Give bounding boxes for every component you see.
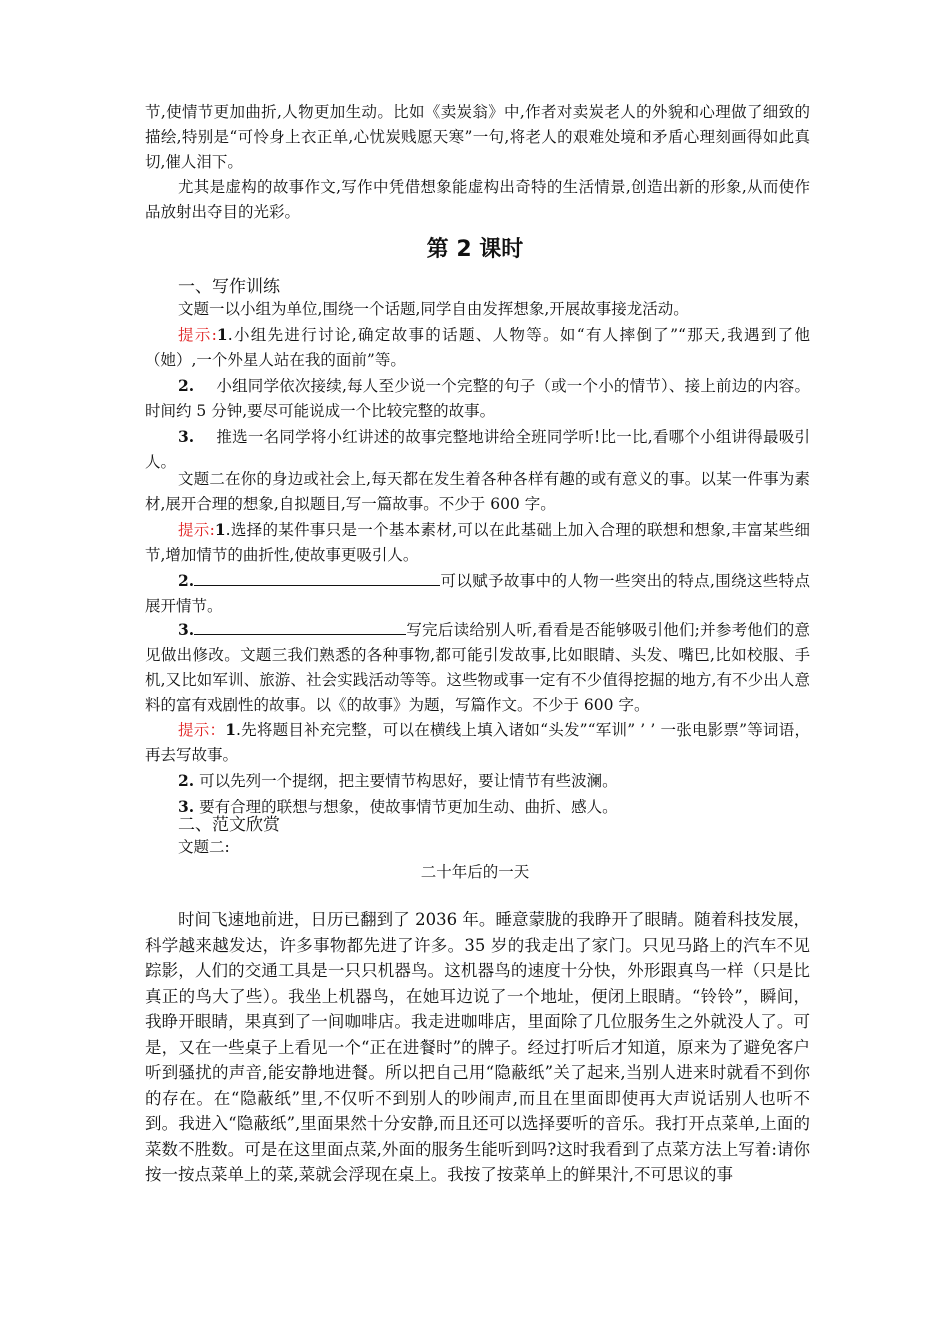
topic3-hint1-number: 1	[225, 720, 236, 739]
topic1-hint-label: 提示:	[178, 326, 217, 344]
topic2-hint-3	[145, 617, 810, 718]
topic3-hint3-text: 要有合理的联想与想象，使故事情节更加生动、曲折、感人。	[199, 798, 618, 816]
topic3-hint-1	[145, 717, 810, 768]
fill-in-blank-line	[194, 618, 406, 635]
intro-paragraph-1: 节,使情节更加曲折,人物更加生动。比如《卖炭翁》中,作者对卖炭老人的外貌和心理做了细致的描绘,特别是“可怜身上衣正单,心忧炭贱愿天寒”一句,将老人的艰难处境和矛盾心理刻画得如此真切,催人泪下。	[145, 103, 810, 171]
topic1-hint-1	[145, 322, 810, 373]
topic1-label: 文题一	[178, 300, 225, 318]
topic2-hint3-and-topic3	[145, 617, 810, 718]
topic2-block	[145, 467, 810, 619]
topic1-hint1-text: .小组先进行讨论,确定故事的话题、人物等。如“有人摔倒了”“那天,我遇到了他（她）,一个外星人站在我的面前”等。	[145, 326, 810, 369]
topic1-prompt	[145, 297, 810, 322]
topic3-hint-2	[145, 768, 810, 794]
topic1-hint-2	[145, 373, 810, 424]
section1-heading: 一、写作训练	[178, 277, 280, 297]
topic3-hints	[145, 717, 810, 820]
topic1-hint2-text: 小组同学依次接续,每人至少说一个完整的句子（或一个小的情节）、接上前边的内容。时间约 5 分钟,要尽可能说成一个比较完整的故事。	[145, 377, 810, 420]
topic1-hint3-number: 3.	[178, 427, 195, 446]
topic2-hint1-text: .选择的某件事只是一个基本素材,可以在此基础上加入合理的联想和想象,丰富某些细节,增加情节的曲折性,使故事更吸引人。	[145, 521, 810, 564]
topic2-hint3-text: 写完后读给别人听,看看是否能够吸引他们;并参考他们的意见做出修改。	[145, 621, 810, 664]
essay-body	[145, 907, 810, 1188]
lesson-title: 第 2 课时	[426, 237, 524, 262]
topic1-hint2-number: 2.	[178, 376, 195, 395]
topic3-hint2-number: 2.	[178, 771, 195, 790]
topic2-hint1-number: 1	[214, 520, 226, 539]
essay-title: 二十年后的一天	[420, 863, 530, 881]
essay-paragraph: 时间飞速地前进，日历已翻到了 2036 年。睡意蒙胧的我睁开了眼睛。随着科技发展，科学越来越发达，许多事物都先进了许多。35 岁的我走出了家门。只见马路上的汽车不见踪影，人们的交通工具是一只只机器鸟。这机器鸟的速度十分快，外形跟真鸟一样（只是比真正的鸟大了些）。我坐上机器鸟，在她耳边说了一个地址，便闭上眼睛。“铃铃”，瞬间，我睁开眼睛，果真到了一间咖啡店。我走进咖啡店，里面除了几位服务生之外就没人了。可是，又在一些桌子上看见一个“正在进餐时”的牌子。经过打听后才知道，原来为了避免客户听到骚扰的声音,能安静地进餐。所以把自己用“隐蔽纸”关了起来,当别人进来时就看不到你的存在。在“隐蔽纸”里,不仅听不到别人的吵闹声,而且在里面即使再大声说话别人也听不到。我进入“隐蔽纸”,里面果然十分安静,而且还可以选择要听的音乐。我打开点菜单,上面的菜数不胜数。可是在这里面点菜,外面的服务生能听到吗?这时我看到了点菜方法上写着:请你按一按点菜单上的菜,菜就会浮现在桌上。我按了按菜单上的鲜果汁,不可思议的事	[145, 910, 810, 1184]
topic3-hint1-text: .先将题目补充完整，可以在横线上填入诸如“头发”“军训” ’ ’ 一张电影票”等词语，再去写故事。	[145, 721, 810, 764]
topic2-prompt	[145, 467, 810, 517]
topic1-block	[145, 297, 810, 475]
topic3-text: 我们熟悉的各种事物,都可能引发故事,比如眼睛、头发、嘴巴,比如校服、手机,又比如军训、旅游、社会实践活动等等。这些物或事一定有不少值得挖掘的地方,有不少出人意料的富有戏剧性的故事。以《的故事》为题，写篇作文。不少于 600 字。	[145, 646, 810, 714]
topic2-hint3-number: 3.	[178, 620, 195, 639]
section2-heading: 二、范文欣赏	[178, 815, 280, 835]
topic2-hint2-text: 可以赋予故事中的人物一些突出的特点,围绕这些特点展开情节。	[145, 572, 810, 615]
topic2-hint-label: 提示:	[178, 521, 215, 539]
intro-section	[145, 100, 810, 225]
topic2-hint-2	[145, 568, 810, 619]
topic2-hint2-number: 2.	[178, 571, 195, 590]
intro-paragraph-2: 尤其是虚构的故事作文,写作中凭借想象能虚构出奇特的生活情景,创造出新的形象,从而使作品放射出夺目的光彩。	[145, 178, 810, 221]
fill-in-blank-line	[194, 569, 440, 586]
section2-subheading: 文题二:	[178, 838, 230, 856]
topic3-hint3-number: 3.	[178, 797, 195, 816]
topic2-label: 文题二	[178, 470, 226, 488]
topic2-text: 在你的身边或社会上,每天都在发生着各种各样有趣的或有意义的事。以某一件事为素材,展开合理的想象,自拟题目,写一篇故事。不少于 600 字。	[145, 470, 810, 513]
topic3-label: 文题三	[240, 646, 288, 664]
topic1-hint1-number: 1	[216, 325, 228, 344]
topic2-hint-1	[145, 517, 810, 568]
topic1-hint3-text: 推选一名同学将小红讲述的故事完整地讲给全班同学听!比一比,看哪个小组讲得最吸引人。	[145, 428, 810, 471]
topic1-text: 以小组为单位,围绕一个话题,同学自由发挥想象,开展故事接龙活动。	[224, 300, 689, 318]
topic3-hint2-text: 可以先列一个提纲，把主要情节构思好，要让情节有些波澜。	[199, 772, 618, 790]
topic3-hint-label: 提示：	[178, 721, 226, 739]
